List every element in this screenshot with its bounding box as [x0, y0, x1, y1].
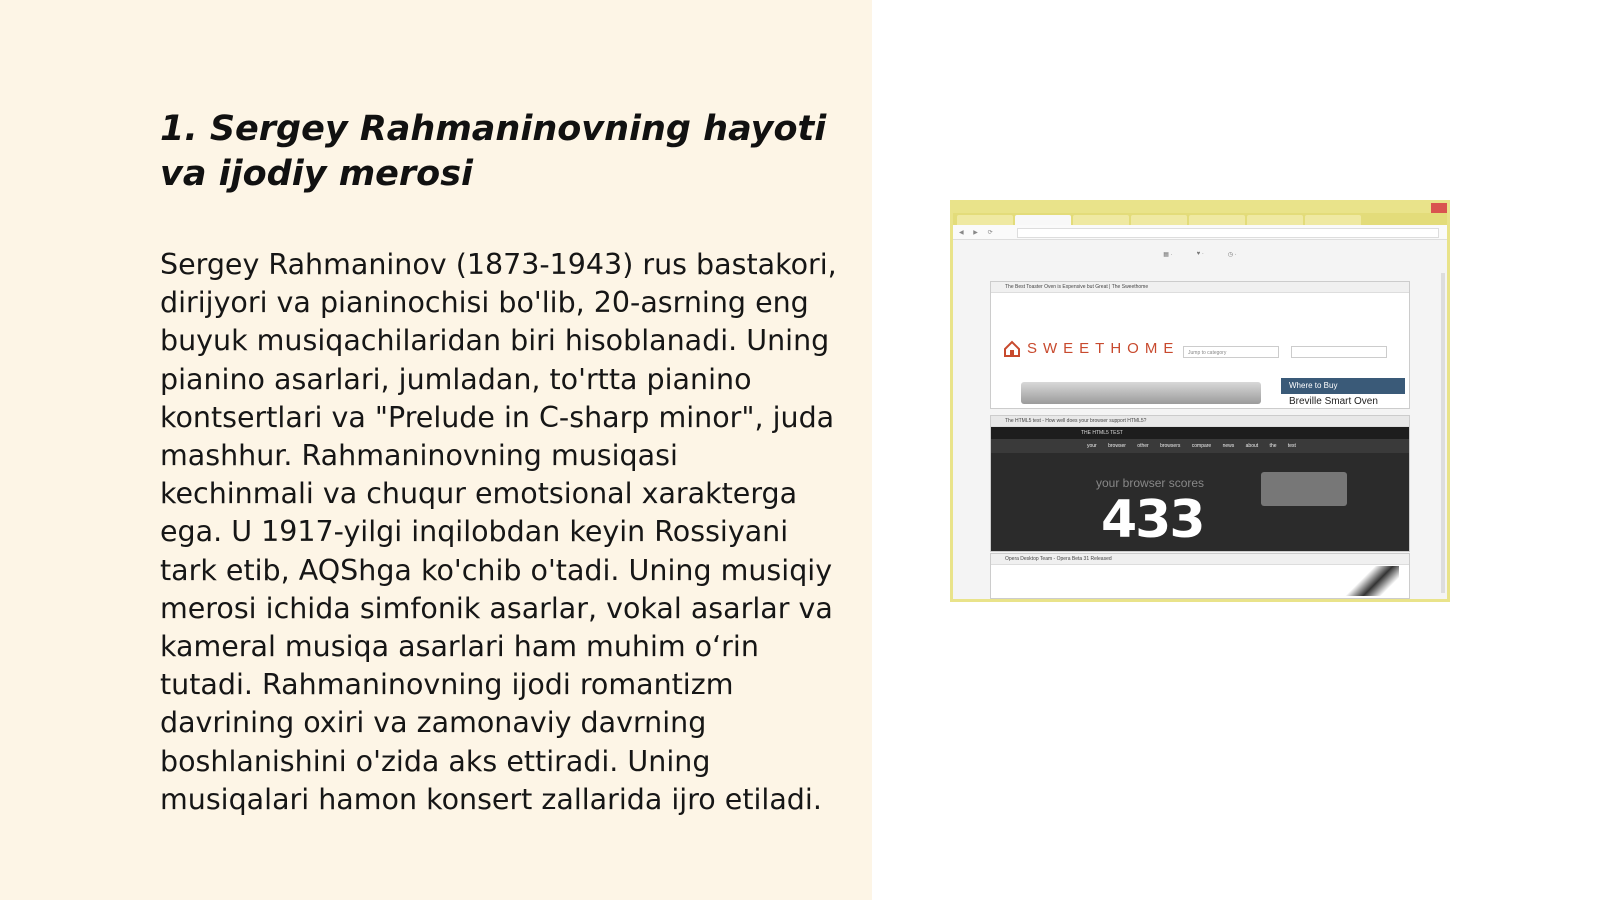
speed-dial-icon: ♥ ·: [1196, 251, 1204, 257]
nav-buttons-icon: ◀ ▶ ⟳: [959, 230, 997, 236]
browser-tab: [1247, 215, 1303, 225]
close-icon: [1431, 203, 1447, 213]
product-name: Breville Smart Oven: [1289, 396, 1378, 407]
slide-title: 1. Sergey Rahmaninovning hayoti va ijodiy merosi: [160, 109, 827, 194]
card-header: The Best Toaster Oven is Expensive but Great | The Sweethome: [991, 282, 1409, 293]
score-label: your browser scores: [1096, 476, 1205, 490]
score-value: 433: [1101, 490, 1204, 550]
speed-dial-icon: ◷ ·: [1227, 252, 1237, 258]
sweethome-logo: SWEETHOME: [1027, 340, 1180, 357]
browser-screenshot-image: [950, 200, 1450, 602]
category-select: Jump to category: [1183, 346, 1279, 358]
html5-nav: your browser other browsers compare news about the test: [991, 439, 1409, 453]
house-logo-icon: [1003, 340, 1021, 358]
browser-tab: [1189, 215, 1245, 225]
browser-tab: [957, 215, 1013, 225]
search-field: [1291, 346, 1387, 358]
url-field: [1017, 228, 1439, 238]
bird-illustration: [1339, 566, 1399, 596]
window-titlebar: [953, 203, 1447, 213]
tab-preview-opera-blog: [990, 553, 1410, 599]
tab-preview-sweethome: [990, 281, 1410, 409]
slide-body-text: Sergey Rahmaninov (1873-1943) rus bastakori, dirijyori va pianinochisi bo'lib, 20-asrning eng buyuk musiqachilaridan biri hisoblanadi. Uning pianino asarlari, jumladan, to'rtta pianino kontsertlari va "Prelude in C-sharp minor", juda mashhur. Rahmaninovning musiqasi kechinmali va chuqur emotsional xarakterga ega. U 1917-yilgi inqilobdan keyin Rossiyani tark etib, AQShga ko'chib o'tadi. Uning musiqiy merosi ichida simfonik asarlar, vokal asarlar va kameral musiqa asarlari ham muhim oʻrin tutadi. Rahmaninovning ijodi romantizm davrining oxiri va zamonaviy davrning boshlanishini o'zida aks ettiradi. Uning musiqalari hamon konsert zallarida ijro etiladi.: [160, 248, 837, 816]
browser-tab: [1131, 215, 1187, 225]
browser-tab: [1073, 215, 1129, 225]
card-header: The HTML5 test - How well does your browser support HTML5?: [991, 416, 1409, 427]
where-to-buy-heading: Where to Buy: [1281, 378, 1405, 394]
browser-tab: [1305, 215, 1361, 225]
html5-title-bar: THE HTML5 TEST: [991, 427, 1409, 439]
address-bar: [953, 225, 1447, 240]
score-detail-box: [1261, 472, 1347, 506]
scrollbar: [1441, 273, 1445, 593]
toaster-oven-image: [1021, 382, 1261, 404]
speed-dial-bar: [953, 247, 1447, 265]
tab-strip: [953, 213, 1447, 225]
card-header: Opera Desktop Team - Opera Beta 31 Released: [991, 554, 1409, 565]
tab-preview-html5test: [990, 415, 1410, 552]
speed-dial-icon: ▦ ·: [1163, 252, 1173, 258]
browser-tab-active: [1015, 215, 1071, 225]
browser-window: [953, 203, 1447, 599]
